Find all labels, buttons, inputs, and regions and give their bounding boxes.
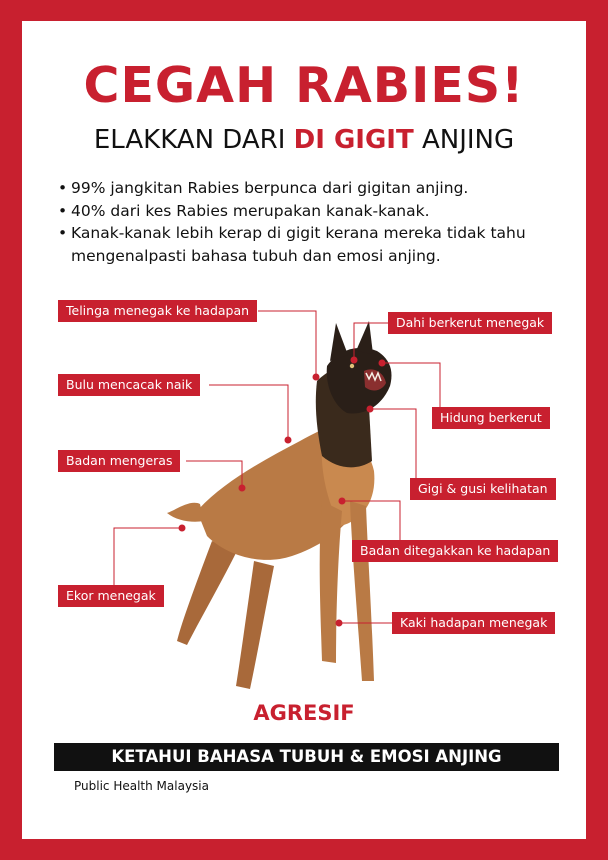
credit-text: Public Health Malaysia xyxy=(74,779,209,793)
footer-banner: KETAHUI BAHASA TUBUH & EMOSI ANJING xyxy=(54,743,559,771)
label-gigi: Gigi & gusi kelihatan xyxy=(410,478,556,500)
label-badan-mengeras: Badan mengeras xyxy=(58,450,180,472)
fact-item: • Kanak-kanak lebih kerap di gigit kerana mereka tidak tahu mengenalpasti bahasa tubuh dan emosi anjing. xyxy=(58,222,568,267)
poster-content xyxy=(22,21,586,839)
label-kaki: Kaki hadapan menegak xyxy=(392,612,555,634)
emotion-state-label: AGRESIF xyxy=(253,701,355,725)
label-telinga: Telinga menegak ke hadapan xyxy=(58,300,257,322)
fact-item: • 99% jangkitan Rabies berpunca dari gigitan anjing. xyxy=(58,177,568,200)
label-ekor: Ekor menegak xyxy=(58,585,164,607)
aggressive-dog-illustration xyxy=(167,321,391,689)
label-bulu: Bulu mencacak naik xyxy=(58,374,200,396)
subtitle-highlight: DI GIGIT xyxy=(293,125,414,155)
fact-item: • 40% dari kes Rabies merupakan kanak-kanak. xyxy=(58,200,568,223)
label-dahi: Dahi berkerut menegak xyxy=(388,312,552,334)
subtitle-part-1: ELAKKAN DARI xyxy=(93,125,286,155)
label-badan-ditegakkan: Badan ditegakkan ke hadapan xyxy=(352,540,558,562)
label-hidung: Hidung berkerut xyxy=(432,407,550,429)
subtitle-part-2: ANJING xyxy=(421,125,515,155)
page-title: CEGAH RABIES! xyxy=(83,57,525,114)
